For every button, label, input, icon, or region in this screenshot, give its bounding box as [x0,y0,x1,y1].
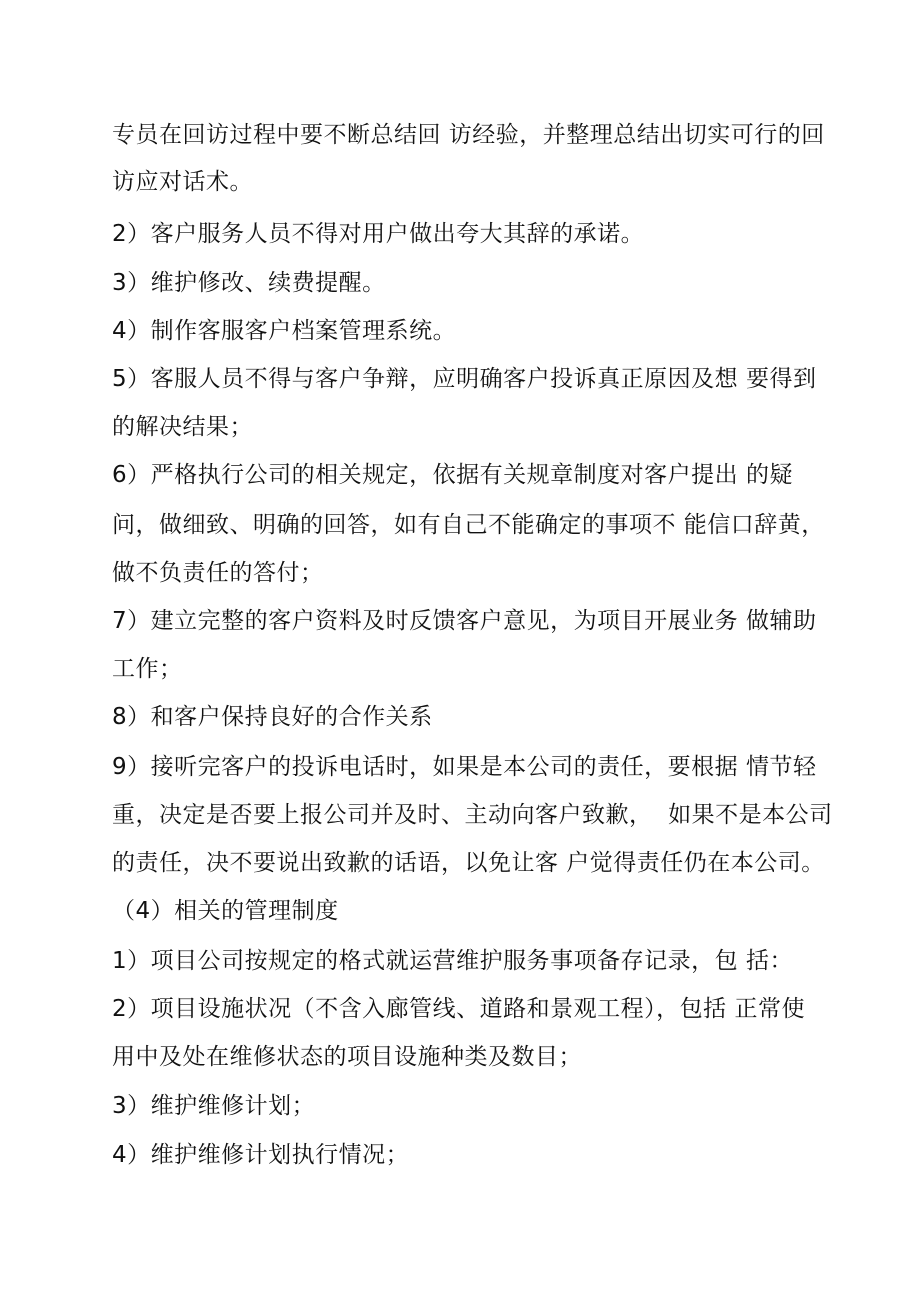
text-line: 做不负责任的答付； [112,560,324,586]
section-heading: （4）相关的管理制度 [112,898,339,924]
text-line: 8）和客户保持良好的合作关系 [112,704,433,730]
text-line: 的责任，决不要说出致歉的话语，以免让客 户觉得责任仍在本公司。 [112,850,825,876]
text-line: 工作； [112,656,183,682]
text-line: 7）建立完整的客户资料及时反馈客户意见，为项目开展业务 做辅助 [112,608,817,634]
text-line: 4）维护维修计划执行情况； [112,1142,410,1168]
text-line: 2）客户服务人员不得对用户做出夸大其辞的承诺。 [112,221,645,247]
text-line: 1）项目公司按规定的格式就运营维护服务事项备存记录，包 括： [112,948,793,974]
text-line: 4）制作客服客户档案管理系统。 [112,318,457,344]
text-line: 2）项目设施状况（不含入廊管线、道路和景观工程），包括 正常使 [112,996,805,1022]
text-line: 5）客服人员不得与客户争辩，应明确客户投诉真正原因及想 要得到 [112,366,817,392]
text-line: 3）维护修改、续费提醒。 [112,270,386,296]
text-line: 6）严格执行公司的相关规定，依据有关规章制度对客户提出 的疑 [112,462,793,488]
text-line: 专员在回访过程中要不断总结回 访经验，并整理总结出切实可行的回 [112,122,825,148]
text-line: 问，做细致、明确的回答，如有自己不能确定的事项不 能信口辞黄， [112,512,825,538]
text-line: 3）维护维修计划； [112,1093,316,1119]
text-line: 用中及处在维修状态的项目设施种类及数目； [112,1044,582,1070]
text-line: 的解决结果； [112,414,253,440]
text-line: 访应对话术。 [112,169,253,195]
text-line: 重，决定是否要上报公司并及时、主动向客户致歉， 如果不是本公司 [112,802,833,828]
text-line: 9）接听完客户的投诉电话时，如果是本公司的责任，要根据 情节轻 [112,754,817,780]
